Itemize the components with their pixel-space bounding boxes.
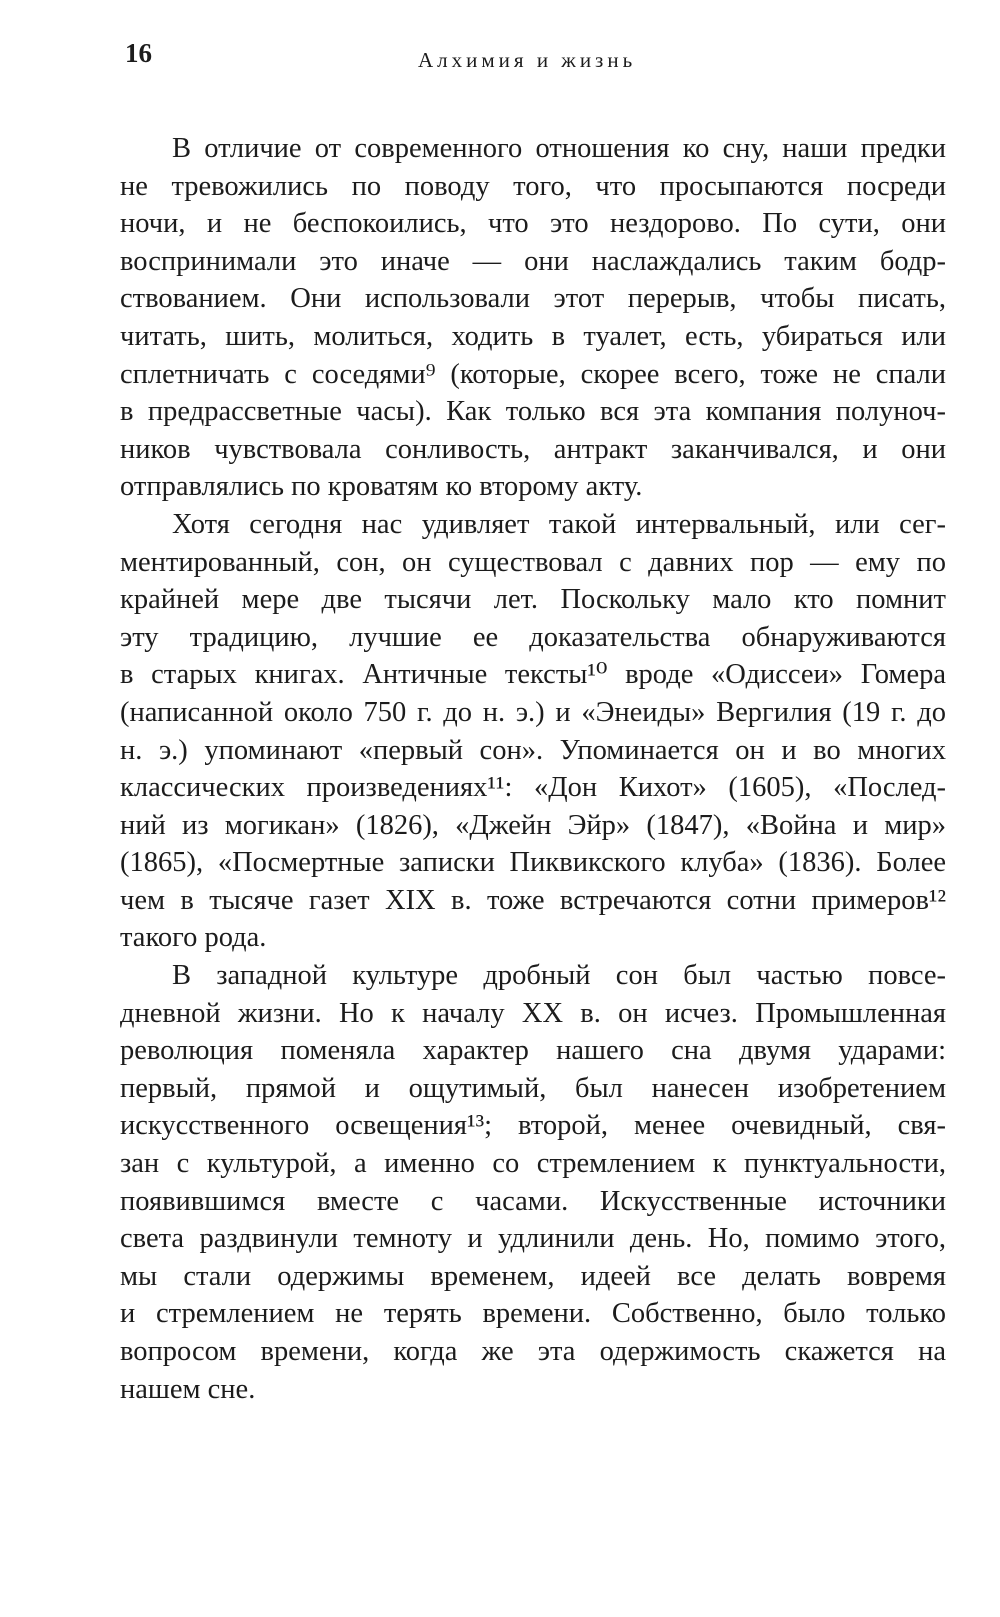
text-line: зан с культурой, а именно со стремлением к пунктуальности,	[120, 1148, 946, 1180]
text-line: в предрассветные часы). Как только вся эта компания полуноч-	[120, 396, 946, 428]
text-line: революция поменяла характер нашего сна двумя ударами:	[120, 1035, 946, 1067]
text-line: дневной жизни. Но к началу XX в. он исчез. Промышленная	[120, 997, 946, 1029]
text-line: искусственного освещения¹³; второй, менее очевидный, свя-	[120, 1110, 946, 1142]
text-line: сплетничать с соседями⁹ (которые, скорее всего, тоже не спали	[120, 358, 946, 390]
paragraph	[120, 506, 946, 957]
text-line: нашем сне.	[120, 1373, 256, 1405]
text-line: ний из могикан» (1826), «Джейн Эйр» (1847), «Война и мир»	[120, 809, 946, 841]
text-line: ментированный, сон, он существовал с давних пор — ему по	[120, 546, 946, 578]
text-line: первый, прямой и ощутимый, был нанесен изобретением	[120, 1072, 946, 1104]
text-line: чем в тысяче газет XIX в. тоже встречаются сотни примеров¹²	[120, 884, 946, 916]
text-line: н. э.) упоминают «первый сон». Упоминается он и во многих	[120, 734, 946, 766]
text-line: (написанной около 750 г. до н. э.) и «Энеиды» Вергилия (19 г. до	[120, 696, 946, 728]
text-line: (1865), «Посмертные записки Пиквикского клуба» (1836). Более	[120, 847, 946, 879]
text-line: в старых книгах. Античные тексты¹⁰ вроде «Одиссеи» Гомера	[120, 659, 946, 691]
text-line: крайней мере две тысячи лет. Поскольку мало кто помнит	[120, 584, 946, 616]
text-line: воспринимали это иначе — они наслаждались таким бодр-	[120, 245, 946, 277]
text-line: отправлялись по кроватям ко второму акту.	[120, 471, 643, 503]
text-line: мы стали одержимы временем, идеей все делать вовремя	[120, 1260, 946, 1292]
text-line: и стремлением не терять времени. Собственно, было только	[120, 1298, 946, 1330]
text-line: ствованием. Они использовали этот перерыв, чтобы писать,	[120, 283, 946, 315]
text-line: ников чувствовала сонливость, антракт заканчивался, и они	[120, 433, 946, 465]
paragraph	[120, 130, 946, 506]
text-line: В западной культуре дробный сон был частью повсе-	[172, 960, 946, 992]
text-line: классических произведениях¹¹: «Дон Кихот» (1605), «Послед-	[120, 772, 946, 804]
text-line: эту традицию, лучшие ее доказательства обнаруживаются	[120, 621, 946, 653]
text-line: ночи, и не беспокоились, что это нездорово. По сути, они	[120, 208, 946, 240]
text-line: появившимся вместе с часами. Искусственные источники	[120, 1185, 946, 1217]
text-line: вопросом времени, когда же эта одержимость скажется на	[120, 1336, 946, 1367]
text-line: такого рода.	[120, 922, 267, 954]
text-line: читать, шить, молиться, ходить в туалет, есть, убираться или	[120, 320, 946, 352]
text-line: света раздвинули темноту и удлинили день. Но, помимо этого,	[120, 1223, 946, 1255]
text-line: Хотя сегодня нас удивляет такой интервальный, или сег-	[172, 508, 946, 540]
text-line: не тревожились по поводу того, что просыпаются посреди	[120, 170, 946, 202]
page-number: 16	[125, 38, 152, 68]
text-line: В отличие от современного отношения ко сну, наши предки	[172, 133, 946, 164]
body-text	[120, 130, 946, 1408]
paragraph	[120, 957, 946, 1408]
running-title: Алхимия и жизнь	[418, 48, 637, 72]
